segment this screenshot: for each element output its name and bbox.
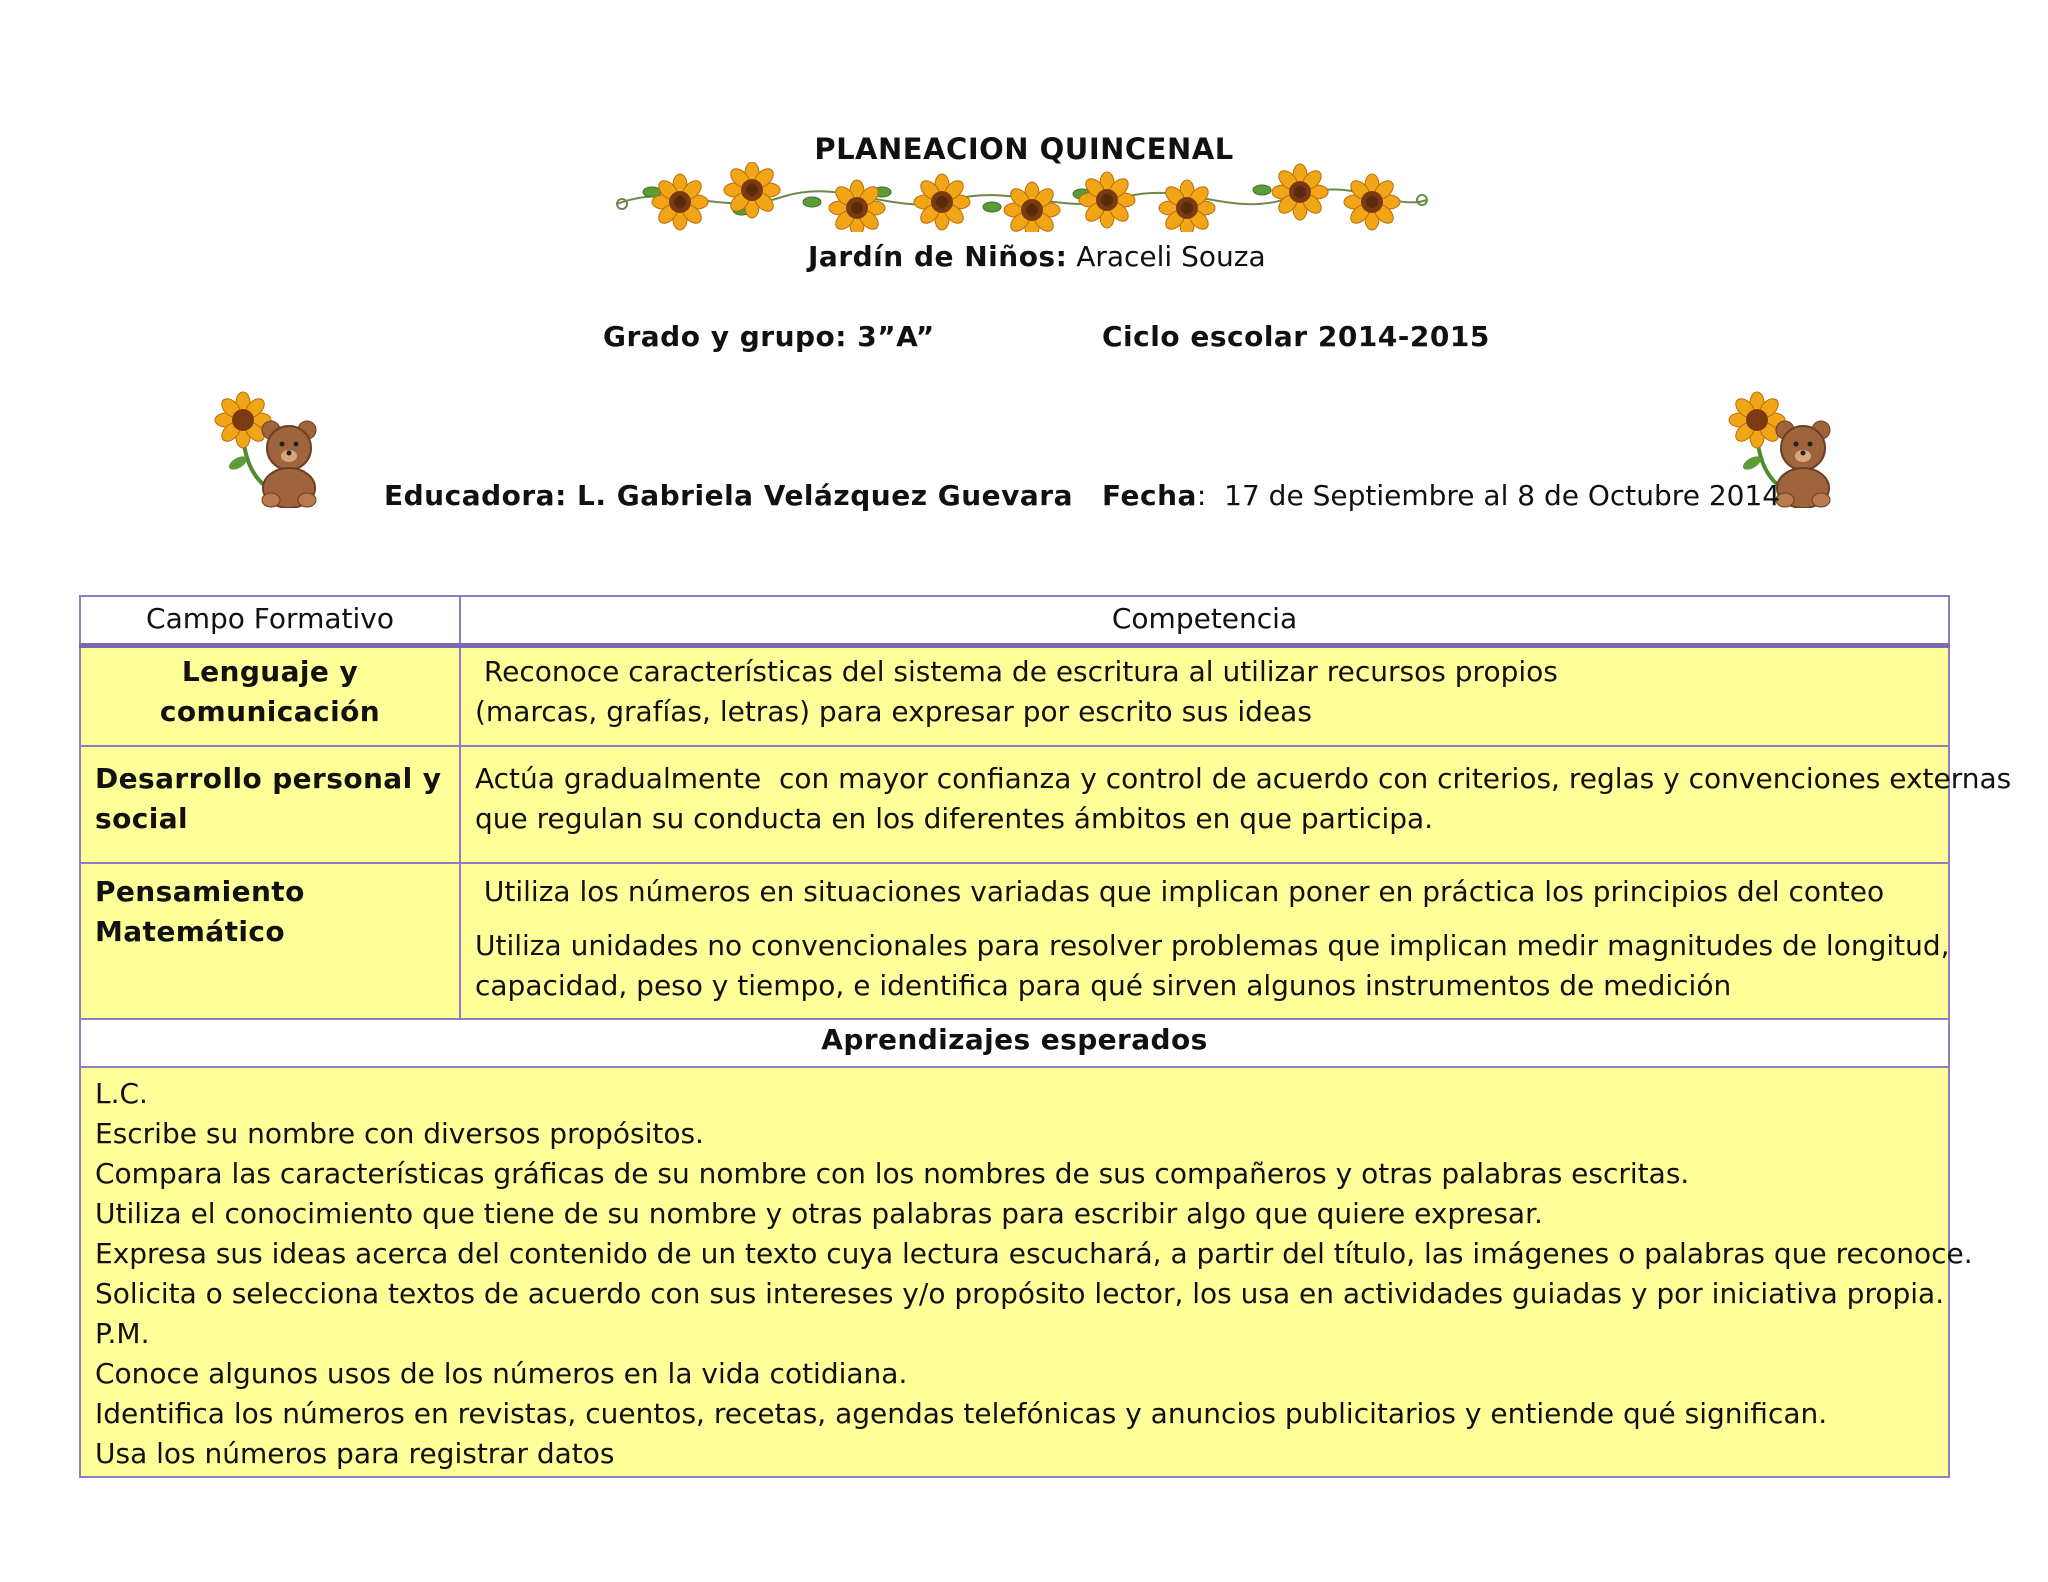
list-item: L.C. <box>95 1077 148 1110</box>
list-item: Utiliza el conocimiento que tiene de su nombre y otras palabras para escribir algo que quiere expresar. <box>95 1197 1543 1230</box>
aprendizajes-row <box>80 1067 1949 1477</box>
list-item: P.M. <box>95 1317 150 1350</box>
aprendizajes-header-row <box>80 1019 1949 1067</box>
grado-grupo: Grado y grupo: 3”A” <box>603 320 935 353</box>
campo-cell: Lenguaje y comunicación <box>80 646 460 747</box>
planning-table <box>79 595 2012 1478</box>
aprendizajes-title: Aprendizajes esperados <box>80 1019 1949 1067</box>
col-competencia-header: Competencia <box>460 596 1949 646</box>
ciclo-escolar: Ciclo escolar 2014-2015 <box>1102 320 1490 353</box>
col-campo-header: Campo Formativo <box>80 596 460 646</box>
page-title: PLANEACION QUINCENAL <box>814 132 1234 166</box>
fecha-value: : 17 de Septiembre al 8 de Octubre 2014 <box>1196 479 1781 512</box>
list-item: Identifica los números en revistas, cuentos, recetas, agendas telefónicas y anuncios publicitarios y entiende qué significan. <box>95 1397 1828 1430</box>
aprendizajes-cell <box>80 1067 1973 1477</box>
jardin-line <box>808 240 1266 273</box>
list-item: Escribe su nombre con diversos propósitos. <box>95 1117 704 1150</box>
list-item: Compara las características gráficas de su nombre con los nombres de sus compañeros y otras palabras escritas. <box>95 1157 1690 1190</box>
competencia-cell: Reconoce características del sistema de escritura al utilizar recursos propios (marcas, grafías, letras) para expresar por escrito sus ideas <box>460 646 1949 747</box>
list-item: Solicita o selecciona textos de acuerdo con sus intereses y/o propósito lector, los usa en actividades guiadas y por iniciativa propia. <box>95 1277 1945 1310</box>
jardin-value: Araceli Souza <box>1076 240 1266 273</box>
competencia-cell: Actúa gradualmente con mayor confianza y control de acuerdo con criterios, reglas y convenciones externas que regulan su conducta en los diferentes ámbitos en que participa. <box>460 746 1949 863</box>
table-row <box>80 746 1949 863</box>
table-row <box>80 646 1949 747</box>
table-header-row <box>80 596 1949 646</box>
bear-sunflower-icon <box>213 388 323 508</box>
list-item: Conoce algunos usos de los números en la vida cotidiana. <box>95 1357 908 1390</box>
competencia-cell: Utiliza los números en situaciones variadas que implican poner en práctica los principios del conteo Utiliza unidades no convencionales para resolver problemas que implican medir magnitudes de longitud, capacidad, peso y tiempo, e identifica para qué sirven algunos instrumentos de medición <box>460 863 1949 1019</box>
jardin-label: Jardín de Niños: <box>808 240 1068 273</box>
campo-cell: Pensamiento Matemático <box>80 863 460 1019</box>
list-item: Usa los números para registrar datos <box>95 1437 615 1470</box>
educadora: Educadora: L. Gabriela Velázquez Guevara <box>384 479 1073 512</box>
sunflower-garland-icon <box>612 162 1432 232</box>
fecha-label: Fecha <box>1102 479 1197 512</box>
table-row <box>80 863 1949 1019</box>
campo-cell: Desarrollo personal y social <box>80 746 460 863</box>
fecha <box>1102 479 1780 512</box>
list-item: Expresa sus ideas acerca del contenido de un texto cuya lectura escuchará, a partir del título, las imágenes o palabras que reconoce. <box>95 1237 1973 1270</box>
